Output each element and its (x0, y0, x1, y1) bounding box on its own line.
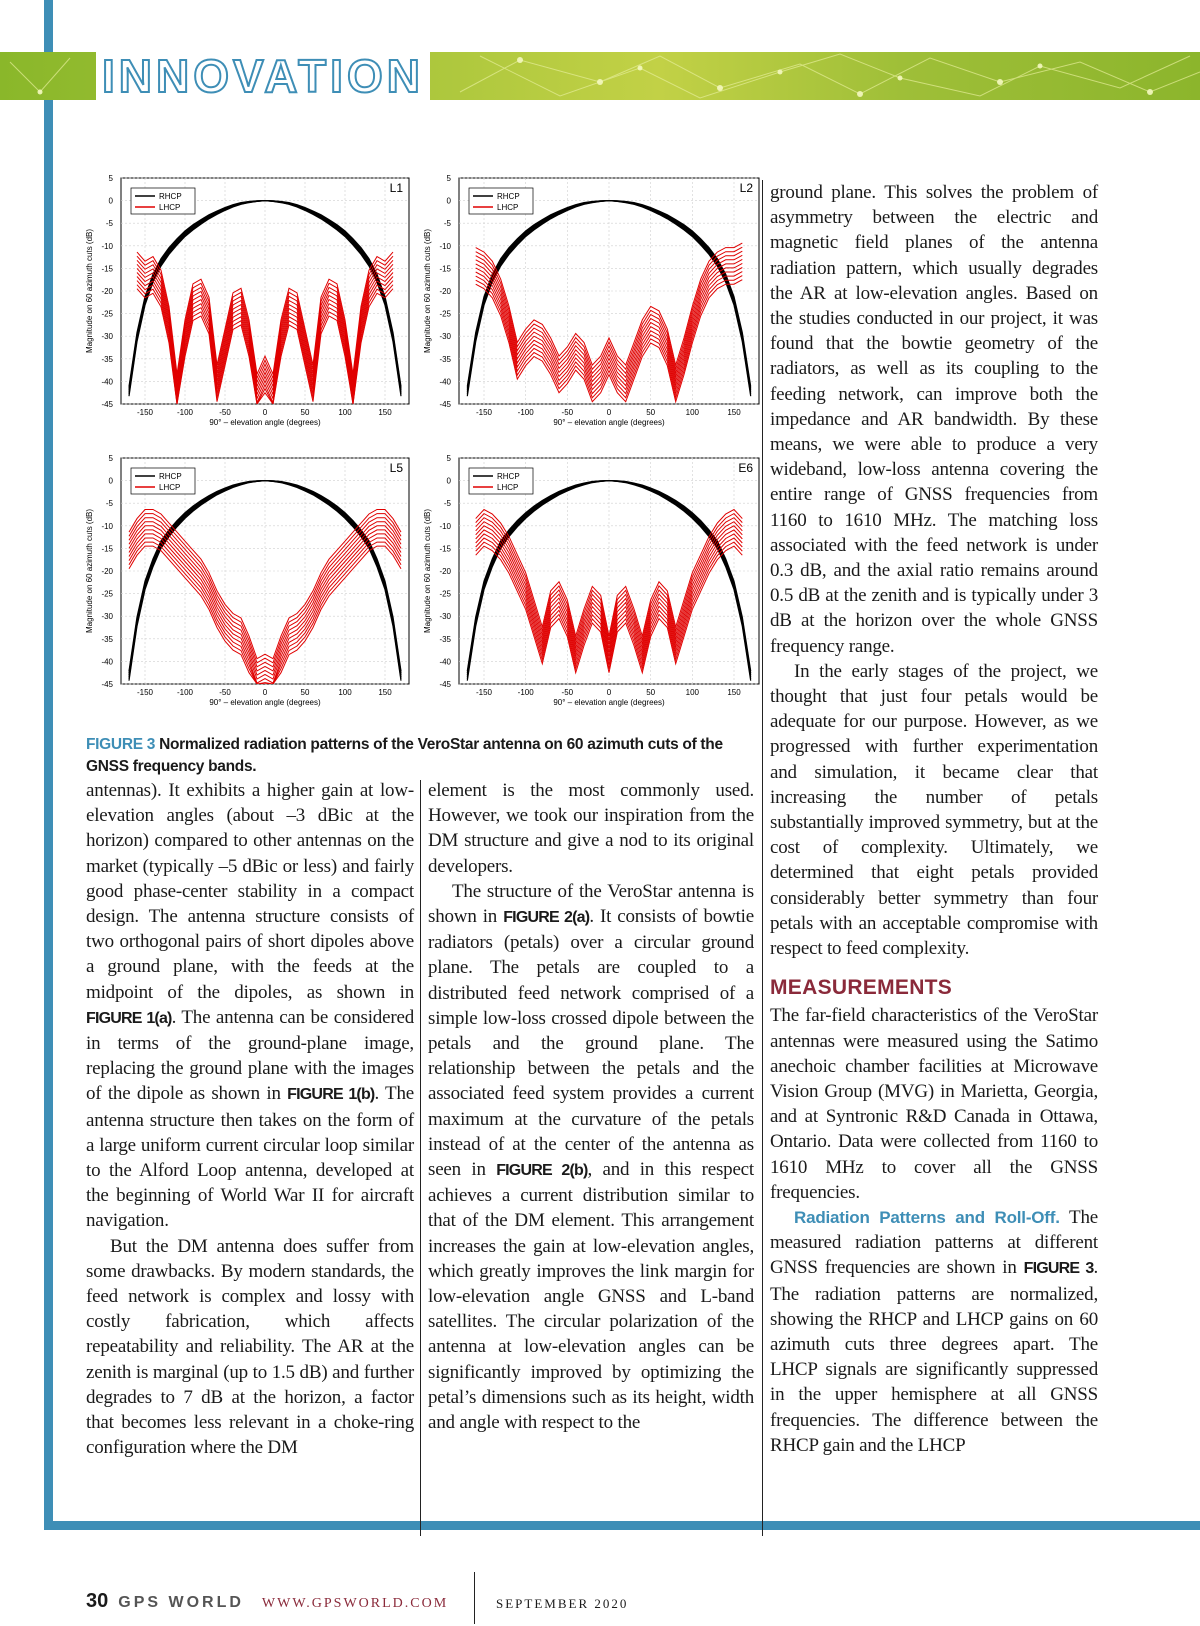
x-tick-label: -50 (561, 408, 574, 417)
y-tick-label: -10 (439, 521, 451, 531)
figure-reference: FIGURE 1(a) (86, 1009, 172, 1027)
legend-entry: LHCP (159, 483, 181, 492)
legend-entry: RHCP (159, 472, 182, 481)
figure-reference: FIGURE 2(a) (503, 909, 590, 927)
legend-entry: RHCP (497, 472, 520, 481)
text-run: . The antenna structure then takes on the form of a large uniform current circular loop similar to the Alford Loop antenna, developed at the beginning of World War II for aircraft navigation. (86, 1083, 415, 1232)
x-tick-label: -50 (219, 408, 231, 417)
text-run: . The antenna can be considered in terms of the ground-plane image, replacing the ground plane with the images of the dipole as shown in (86, 1006, 414, 1105)
left-accent-bar (44, 0, 53, 1530)
text-column-1 (86, 778, 414, 1460)
chart-title: L1 (389, 181, 403, 195)
y-tick-label: -30 (439, 612, 451, 622)
figure-reference: FIGURE 2(b) (496, 1162, 588, 1180)
y-tick-label: -25 (101, 589, 113, 599)
y-tick-label: -25 (439, 589, 451, 599)
y-tick-label: -15 (439, 544, 451, 554)
y-tick-label: -40 (439, 377, 451, 387)
x-tick-label: 50 (646, 408, 656, 417)
y-tick-label: -25 (439, 309, 451, 319)
x-tick-label: -100 (517, 688, 534, 697)
y-tick-label: -45 (439, 680, 451, 689)
y-tick-label: -35 (439, 354, 451, 364)
x-tick-label: 0 (606, 408, 612, 417)
figure-reference: FIGURE 1(b) (287, 1086, 375, 1104)
figure-label: FIGURE 3 (86, 736, 156, 753)
section-title: INNOVATION (102, 50, 424, 102)
x-tick-label: -100 (176, 408, 194, 417)
y-tick-label: -35 (439, 634, 451, 644)
y-tick-label: 5 (446, 454, 451, 463)
y-tick-label: -5 (443, 499, 451, 509)
issue-date: SEPTEMBER 2020 (496, 1596, 629, 1611)
y-tick-label: -20 (439, 287, 451, 296)
figure-reference: FIGURE 3 (1023, 1260, 1094, 1278)
y-tick-label: 5 (446, 174, 451, 183)
legend-entry: LHCP (497, 203, 519, 212)
x-axis-label: 90° – elevation angle (degrees) (209, 698, 321, 707)
y-tick-label: -20 (101, 287, 113, 296)
y-tick-label: 0 (446, 196, 451, 206)
x-tick-label: 0 (262, 408, 268, 417)
x-tick-label: 150 (727, 408, 741, 417)
y-tick-label: -30 (439, 332, 451, 342)
x-tick-label: 50 (300, 408, 310, 417)
x-tick-label: -150 (136, 688, 154, 697)
x-tick-label: 150 (378, 408, 392, 417)
y-tick-label: -5 (443, 219, 451, 229)
text-run: The structure of the VeroStar antenna is shown in (428, 880, 754, 928)
x-tick-label: -50 (219, 688, 231, 697)
text-run: antennas). It exhibits a higher gain at low-elevation angles (about –3 dBic at the horizon) compared to other antennas on the market (typically –5 dBic or less) and fairly good phase-center stability in a compact design. The antenna structure consists of two orthogonal pairs of short dipoles above a ground plane, with the feeds at the midpoint of the dipoles, as shown in (86, 780, 414, 1003)
x-tick-label: 50 (300, 688, 310, 697)
x-tick-label: 150 (378, 688, 392, 697)
y-tick-label: -5 (105, 219, 113, 229)
y-tick-label: -10 (101, 241, 113, 251)
paragraph: The far-field characteristics of the VeroStar antennas were measured using the Satimo anechoic chamber facilities at Microwave Vision Group (MVG) in Marietta, Georgia, and at Syntronic R&D Canada in Ottawa, Ontario. Data were collected from 1160 to 1610 MHz to cover all the GNSS frequencies. (770, 1005, 1098, 1203)
run-in-heading: Radiation Patterns and Roll-Off. (794, 1207, 1060, 1227)
y-tick-label: -45 (439, 400, 451, 409)
x-tick-label: -150 (136, 408, 154, 417)
y-tick-label: -25 (101, 309, 113, 319)
x-tick-label: -150 (475, 408, 493, 417)
y-tick-label: -15 (101, 264, 113, 274)
paragraph (770, 1205, 1098, 1458)
y-tick-label: -30 (101, 332, 113, 342)
y-tick-label: 5 (108, 174, 113, 183)
y-axis-label: Magnitude on 60 azimuth cuts (dB) (85, 508, 94, 634)
x-tick-label: -100 (176, 688, 194, 697)
chart-title: L2 (739, 181, 753, 195)
y-axis-label: Magnitude on 60 azimuth cuts (dB) (423, 228, 432, 354)
text-run: , and in this respect achieves a current distribution similar to that of the DM element. This arrangement increases the gain at low-elevation angles, which greatly improves the link margin for low-elevation angle GNSS and L-band satellites. The circular polarization of the antenna at low-elevation angles can be significantly improved by optimizing the petal’s dimensions such as its height, width and angle with respect to the (428, 1159, 754, 1434)
x-tick-label: 100 (685, 688, 700, 697)
paragraph: element is the most commonly used. However, we took our inspiration from the DM structure and give a nod to its original developers. (428, 780, 754, 877)
magazine-name: GPS WORLD (118, 1594, 244, 1611)
x-tick-label: 100 (338, 408, 352, 417)
x-tick-label: 0 (262, 688, 268, 697)
y-tick-label: -45 (101, 400, 113, 409)
x-axis-label: 90° – elevation angle (degrees) (209, 418, 321, 427)
paragraph: ground plane. This solves the problem of asymmetry between the electric and magnetic field planes of the antenna radiation pattern, which usually degrades the AR at low-elevation angles. Based on the studies conducted in our project, it was found that the bowtie geometry of the radiators, as well as its coupling to the feeding network, can improve both the impedance and AR bandwidth. By these means, we were able to produce a very wideband, low-loss antenna covering the entire range of GNSS frequencies from 1160 to 1610 MHz. The matching loss associated with the feed network is under 0.3 dB, and the axial ratio remains around 0.5 dB at the zenith and is typically under 3 dB at the horizon over the whole GNSS frequency range. (770, 182, 1098, 657)
legend-entry: LHCP (497, 483, 519, 492)
y-tick-label: 5 (108, 454, 113, 463)
y-axis-label: Magnitude on 60 azimuth cuts (dB) (423, 508, 432, 634)
figure-caption-text: Normalized radiation patterns of the VeroStar antenna on 60 azimuth cuts of the GNSS frequency bands. (86, 736, 723, 775)
paragraph (428, 879, 754, 1435)
y-tick-label: -35 (101, 354, 113, 364)
x-tick-label: 0 (606, 688, 612, 697)
radiation-chart-l2 (422, 172, 772, 440)
radiation-chart-l5 (84, 452, 414, 724)
x-tick-label: -150 (475, 688, 493, 697)
y-tick-label: -5 (105, 499, 113, 509)
bottom-accent-bar (44, 1521, 1200, 1530)
x-tick-label: -50 (561, 688, 574, 697)
text-run: . It consists of bowtie radiators (petals) over a circular ground plane. The petals are coupled to a distributed feed network comprised of a simple low-loss crossed dipole between the petals and the ground plane. The relationship between the petals and the associated feed system provides a current maximum at the curvature of the petals instead of at the center of the antenna as seen in (428, 906, 754, 1181)
section-heading: MEASUREMENTS (770, 976, 953, 1000)
legend-entry: RHCP (159, 192, 182, 201)
y-tick-label: -15 (439, 264, 451, 274)
section-title-box (96, 52, 430, 100)
y-tick-label: -40 (101, 377, 113, 387)
x-axis-label: 90° – elevation angle (degrees) (553, 698, 665, 707)
footer-divider (474, 1572, 475, 1624)
page-number: 30 (86, 1590, 109, 1612)
y-tick-label: -40 (101, 657, 113, 667)
x-tick-label: 50 (646, 688, 656, 697)
y-tick-label: 0 (446, 476, 451, 486)
x-tick-label: 100 (685, 408, 700, 417)
y-tick-label: -30 (101, 612, 113, 622)
x-tick-label: 150 (727, 688, 741, 697)
radiation-chart-e6 (422, 452, 772, 724)
x-tick-label: -100 (517, 408, 534, 417)
x-tick-label: 100 (338, 688, 352, 697)
column-divider (762, 180, 763, 1536)
text-column-2 (428, 778, 754, 1435)
y-tick-label: -10 (101, 521, 113, 531)
website-link[interactable]: WWW.GPSWORLD.COM (261, 1596, 449, 1611)
y-tick-label: -15 (101, 544, 113, 554)
y-tick-label: 0 (108, 476, 113, 486)
y-tick-label: -10 (439, 241, 451, 251)
paragraph: In the early stages of the project, we thought that just four petals would be adequate for our purpose. However, as we progressed with further experimentation and simulation, it became clear that increasing the number of petals substantially improved symmetry, but at the cost of complexity. Ultimately, we determined that eight petals provided considerably better symmetry than four petals with an acceptable compromise with respect to feed complexity. (770, 660, 1098, 960)
legend-entry: RHCP (497, 192, 520, 201)
y-tick-label: -40 (439, 657, 451, 667)
footer (86, 1590, 448, 1613)
radiation-chart-l1 (84, 172, 414, 440)
text-run: . The radiation patterns are normalized, showing the RHCP and LHCP gains on 60 azimuth cuts three degrees apart. The LHCP signals are significantly suppressed in the upper hemisphere at all GNSS frequencies. The difference between the RHCP gain and the LHCP (770, 1257, 1098, 1456)
paragraph: But the DM antenna does suffer from some drawbacks. By modern standards, the feed network is complex and lossy with costly fabrication, which affects repeatability and reliability. The AR at the zenith is marginal (up to 1.5 dB) and further degrades to 7 dB at the horizon, a factor that becomes less relevant in a choke-ring configuration where the DM (86, 1235, 414, 1459)
y-axis-label: Magnitude on 60 azimuth cuts (dB) (85, 228, 94, 354)
chart-title: L5 (389, 461, 403, 475)
legend-entry: LHCP (159, 203, 181, 212)
y-tick-label: -20 (101, 567, 113, 576)
chart-title: E6 (738, 461, 753, 475)
y-tick-label: 0 (108, 196, 113, 206)
paragraph (86, 778, 414, 1234)
y-tick-label: -45 (101, 680, 113, 689)
y-tick-label: -20 (439, 567, 451, 576)
figure-caption (86, 734, 766, 778)
text-run: The measured radiation patterns at different GNSS frequencies are shown in (770, 1206, 1098, 1279)
text-column-3 (770, 180, 1098, 1458)
column-divider (420, 780, 421, 1536)
y-tick-label: -35 (101, 634, 113, 644)
x-axis-label: 90° – elevation angle (degrees) (553, 418, 665, 427)
